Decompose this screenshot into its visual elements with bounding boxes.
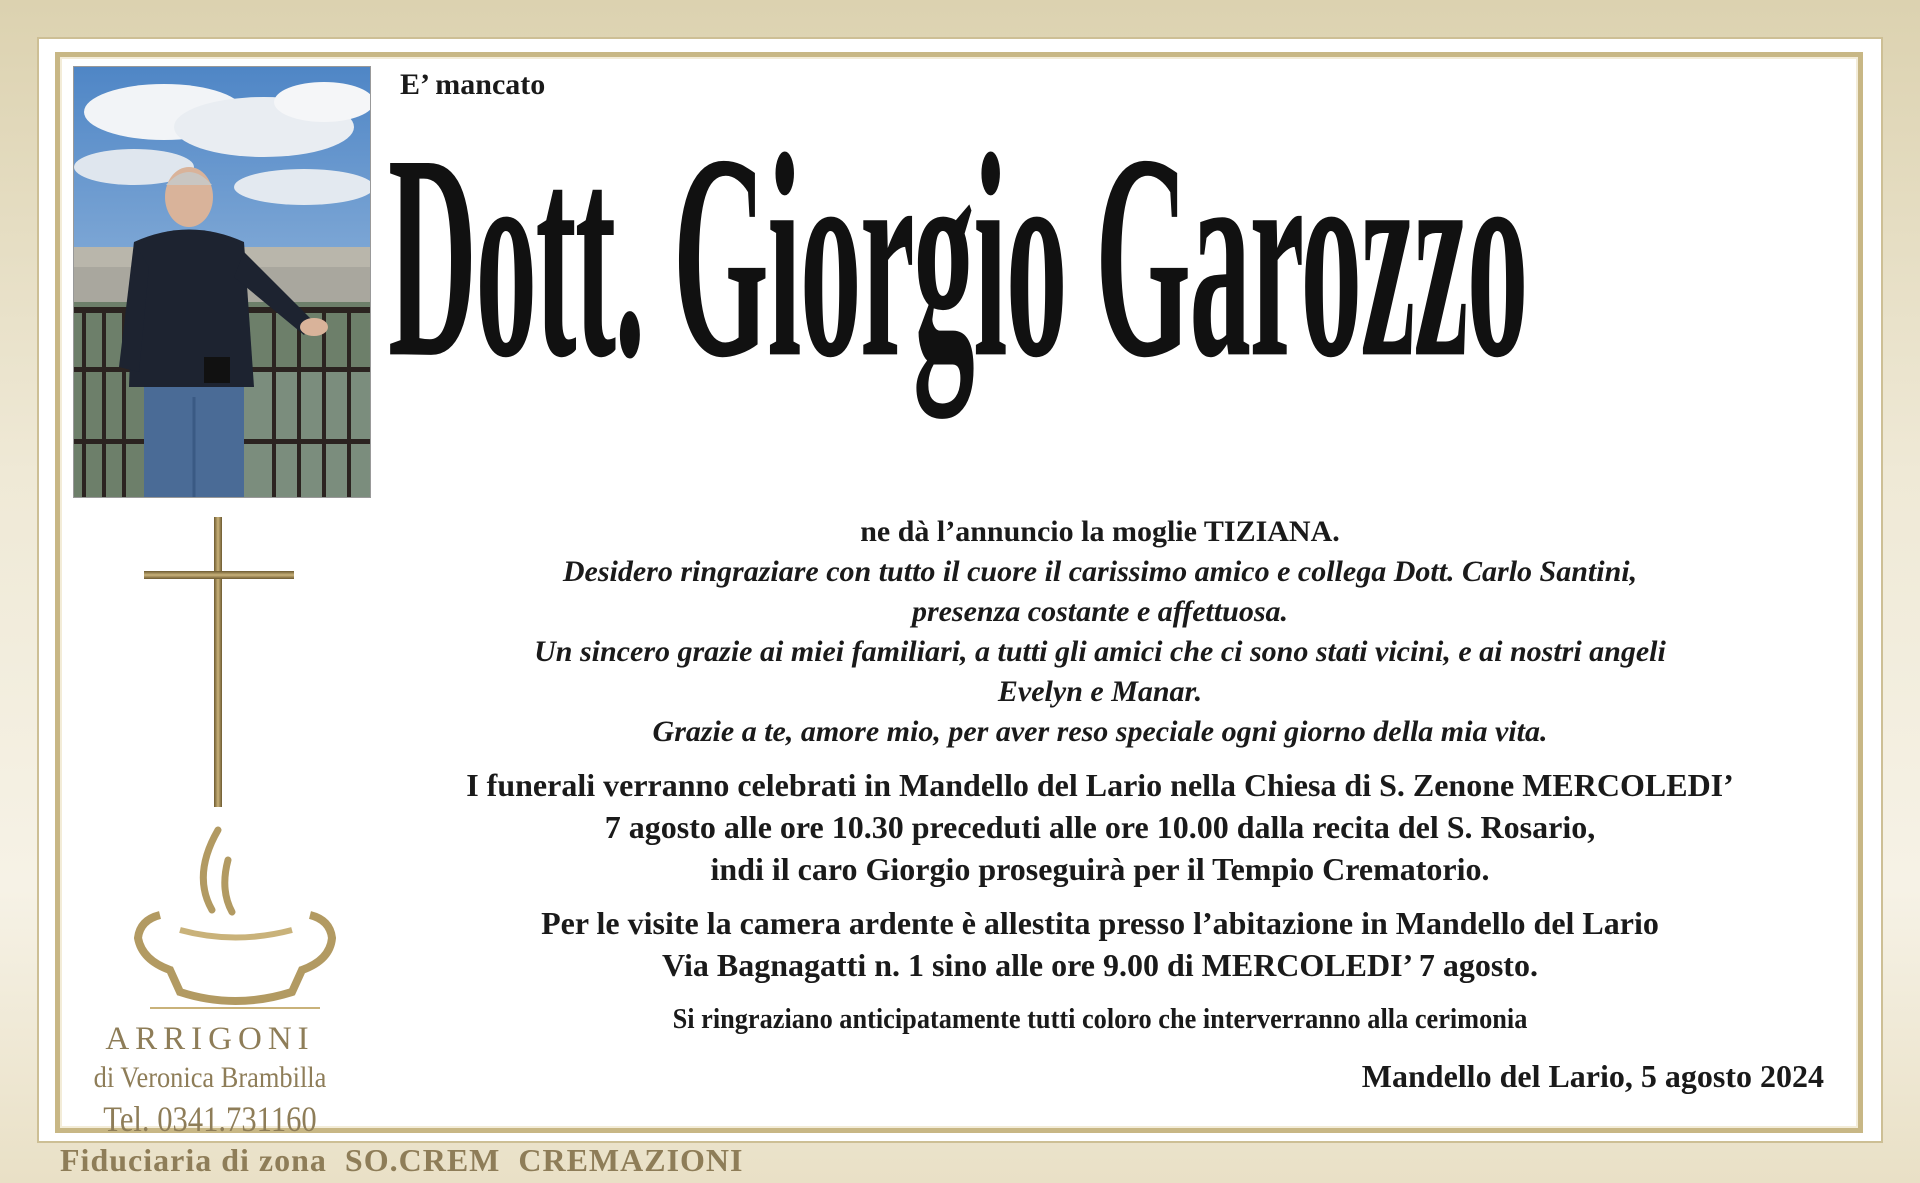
funeral-agency <box>60 1020 360 1140</box>
funeral-line: 7 agosto alle ore 10.30 preceduti alle ore 10.00 dalla recita del S. Rosario, <box>604 809 1596 845</box>
message-line: Un sincero grazie ai miei familiari, a tutti gli amici che ci sono stati vicini, e ai nostri angeli <box>534 635 1666 668</box>
message-line: Desidero ringraziare con tutto il cuore il carissimo amico e collega Dott. Carlo Santini, <box>562 555 1638 588</box>
latin-cross-icon <box>140 515 300 815</box>
notice-body <box>380 512 1820 986</box>
funeral-line: indi il caro Giorgio proseguirà per il Tempio Crematorio. <box>710 851 1490 887</box>
agency-owner: di Veronica Brambilla <box>93 1061 327 1094</box>
message-line: Grazie a te, amore mio, per aver reso speciale ogni giorno della mia vita. <box>652 715 1548 748</box>
message-line: presenza costante e affettuosa. <box>911 595 1289 628</box>
funeral-line: I funerali verranno celebrati in Mandello del Lario nella Chiesa di S. Zenone MERCOLEDI’ <box>466 767 1734 803</box>
thanks-line: Si ringraziano anticipatamente tutti coloro che interverranno alla cerimonia <box>672 1004 1528 1035</box>
urn-flame-icon <box>120 820 350 1015</box>
message-line: Evelyn e Manar. <box>997 675 1203 708</box>
footer-cremazioni: CREMAZIONI <box>518 1142 744 1178</box>
visit-line: Via Bagnagatti n. 1 sino alle ore 9.00 di MERCOLEDI’ 7 agosto. <box>662 947 1538 983</box>
agency-name: ARRIGONI <box>105 1021 315 1057</box>
dateline: Mandello del Lario, 5 agosto 2024 <box>1361 1058 1824 1094</box>
agency-footer <box>60 1142 743 1179</box>
visit-line: Per le visite la camera ardente è allestita presso l’abitazione in Mandello del Lario <box>541 905 1659 941</box>
deceased-name: Dott. Giorgio Garozzo <box>388 95 1527 420</box>
portrait-photo <box>73 66 371 498</box>
agency-phone: Tel. 0341.731160 <box>103 1099 317 1139</box>
announcement-line: ne dà l’annuncio la moglie TIZIANA. <box>860 515 1340 548</box>
footer-socrem: SO.CREM <box>344 1142 501 1178</box>
footer-label: Fiduciaria di zona <box>60 1142 327 1178</box>
intro-text: E’ mancato <box>400 68 546 101</box>
